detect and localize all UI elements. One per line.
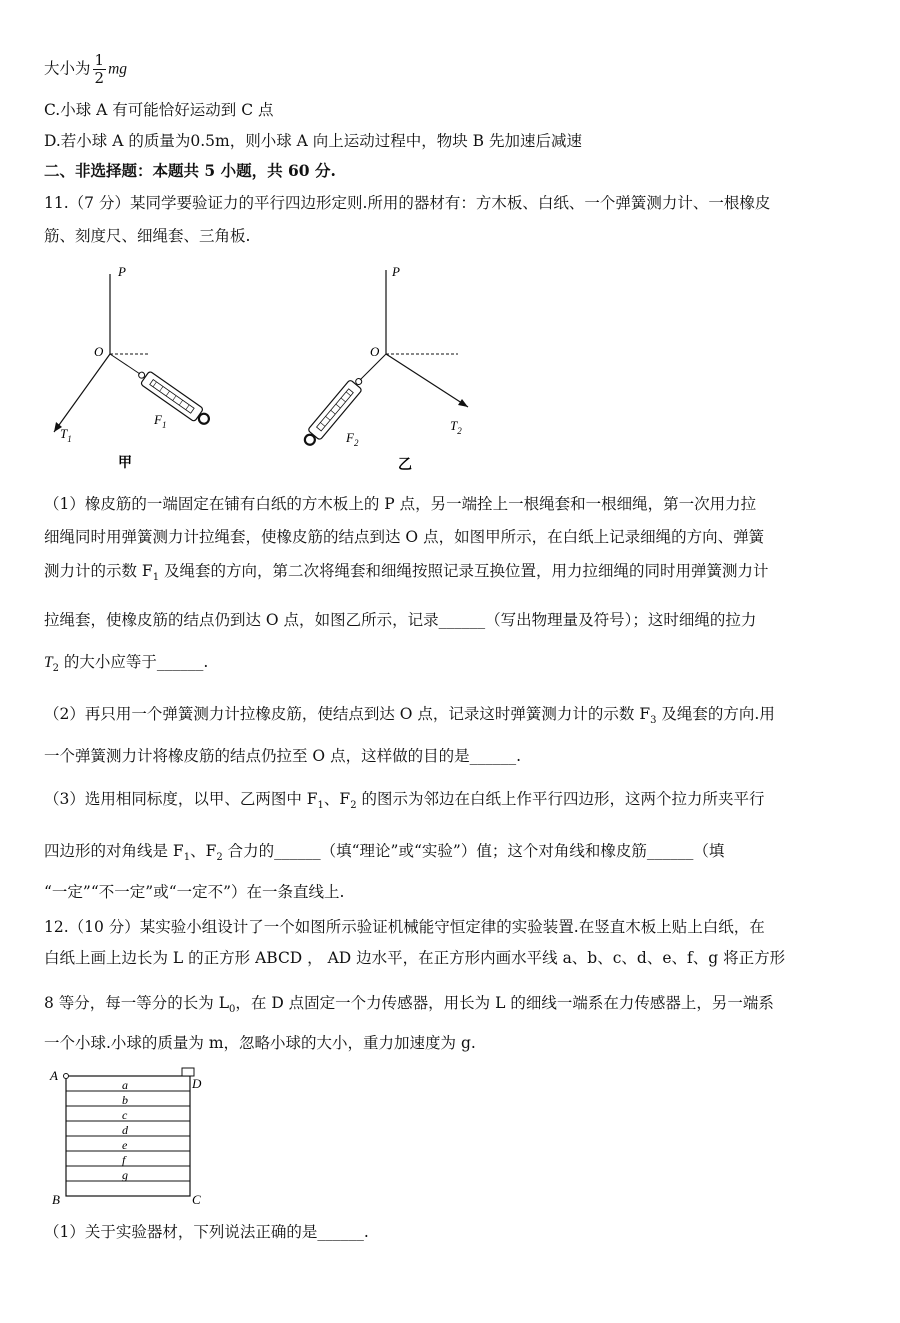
text-prefix: 大小为 (44, 59, 91, 78)
label-t2: $T_2$ (450, 418, 462, 436)
label-f1: $F_1$ (154, 412, 167, 430)
division-label-a: a (122, 1078, 128, 1092)
q11-intro-line2: 筋、刻度尺、细绳套、三角板. (44, 227, 251, 245)
fraction-denominator: 2 (94, 69, 105, 87)
division-label-c: c (122, 1108, 128, 1122)
q12-line3: 8 等分，每一等分的长为 $L_0$，在 D 点固定一个力传感器，用长为 L 的细线一端系在力传感器上，另一端系 (44, 994, 774, 1016)
figure-yi (301, 264, 468, 473)
q12-line1: 12.（10 分）某实验小组设计了一个如图所示验证机械能守恒定律的实验装置.在竖直木板上贴上白纸，在 (44, 918, 765, 936)
label-d-corner: D (192, 1076, 202, 1091)
q12-line4: 一个小球.小球的质量为 m，忽略小球的大小，重力加速度为 g. (44, 1034, 476, 1052)
label-f2: $F_2$ (346, 430, 359, 448)
option-d: D.若小球 A 的质量为0.5m，则小球 A 向上运动过程中，物块 B 先加速后减速 (44, 132, 582, 150)
label-a-corner: A (50, 1068, 58, 1083)
q11-intro-line1: 11.（7 分）某同学要验证力的平行四边形定则.所用的器材有：方木板、白纸、一个弹簧测力计、一根橡皮 (44, 194, 771, 212)
label-p-right: P (392, 264, 400, 279)
q11-p3-line3: “一定”“不一定”或“一定不”）在一条直线上. (44, 883, 345, 901)
label-c-corner: C (192, 1192, 201, 1207)
label-b-corner: B (52, 1192, 60, 1207)
q11-p1-line3: 测力计的示数 $F_1$ 及绳套的方向，第二次将绳套和细绳按照记录互换位置，用力拉细绳的同时用弹簧测力计 (44, 562, 769, 584)
label-o-left: O (94, 344, 104, 359)
option-b-tail (44, 52, 127, 87)
q11-p1-line4: 拉绳套，使橡皮筋的结点仍到达 O 点，如图乙所示，记录______（写出物理量及符号）；这时细绳的拉力 (44, 611, 757, 629)
division-label-f: f (122, 1153, 126, 1167)
q11-p1-line5: $T_2$ 的大小应等于______. (44, 653, 209, 675)
fraction (93, 52, 107, 87)
figure-jia (54, 264, 213, 471)
label-t1: $T_1$ (60, 426, 72, 444)
division-label-e: e (122, 1138, 128, 1152)
label-o-right: O (370, 344, 380, 359)
q11-p1-line1: （1）橡皮筋的一端固定在铺有白纸的方木板上的 P 点，另一端拴上一根绳套和一根细绳，第一次用力拉 (44, 495, 757, 513)
text-suffix: mg (108, 60, 128, 78)
q11-p3-line1: （3）选用相同标度，以甲、乙两图中 $F_1$、$F_2$ 的图示为邻边在白纸上作平行四边形，这两个拉力所夹平行 (44, 790, 765, 812)
division-label-b: b (122, 1093, 128, 1107)
q12-figure (44, 1064, 224, 1214)
horizontal-lines (66, 1078, 190, 1182)
q11-p1-line2: 细绳同时用弹簧测力计拉绳套，使橡皮筋的结点到达 O 点，如图甲所示，在白纸上记录细绳的方向、弹簧 (44, 528, 765, 546)
q11-p2-line1: （2）再只用一个弹簧测力计拉橡皮筋，使结点到达 O 点，记录这时弹簧测力计的示数 $F_3$ 及绳套的方向.用 (44, 705, 775, 727)
caption-yi: 乙 (398, 458, 412, 473)
division-label-g: g (122, 1168, 128, 1182)
q11-figure (40, 262, 500, 477)
q12-line2: 白纸上画上边长为 L 的正方形 ABCD ， AD 边水平，在正方形内画水平线 a、b、c、d、e、f、g 将正方形 (44, 949, 786, 967)
fraction-numerator: 1 (94, 51, 105, 69)
section-title: 二、非选择题：本题共 5 小题，共 60 分. (44, 161, 336, 180)
q12-sub1: （1）关于实验器材，下列说法正确的是______. (44, 1223, 369, 1241)
q11-p2-line2: 一个弹簧测力计将橡皮筋的结点仍拉至 O 点，这样做的目的是______. (44, 747, 521, 765)
caption-jia: 甲 (118, 456, 132, 471)
division-label-d: d (122, 1123, 128, 1137)
q11-p3-line2: 四边形的对角线是 $F_1$、$F_2$ 合力的______（填“理论”或“实验”）值；这个对角线和橡皮筋______（填 (44, 842, 725, 864)
label-p-left: P (118, 264, 126, 279)
option-c: C.小球 A 有可能恰好运动到 C 点 (44, 101, 274, 119)
